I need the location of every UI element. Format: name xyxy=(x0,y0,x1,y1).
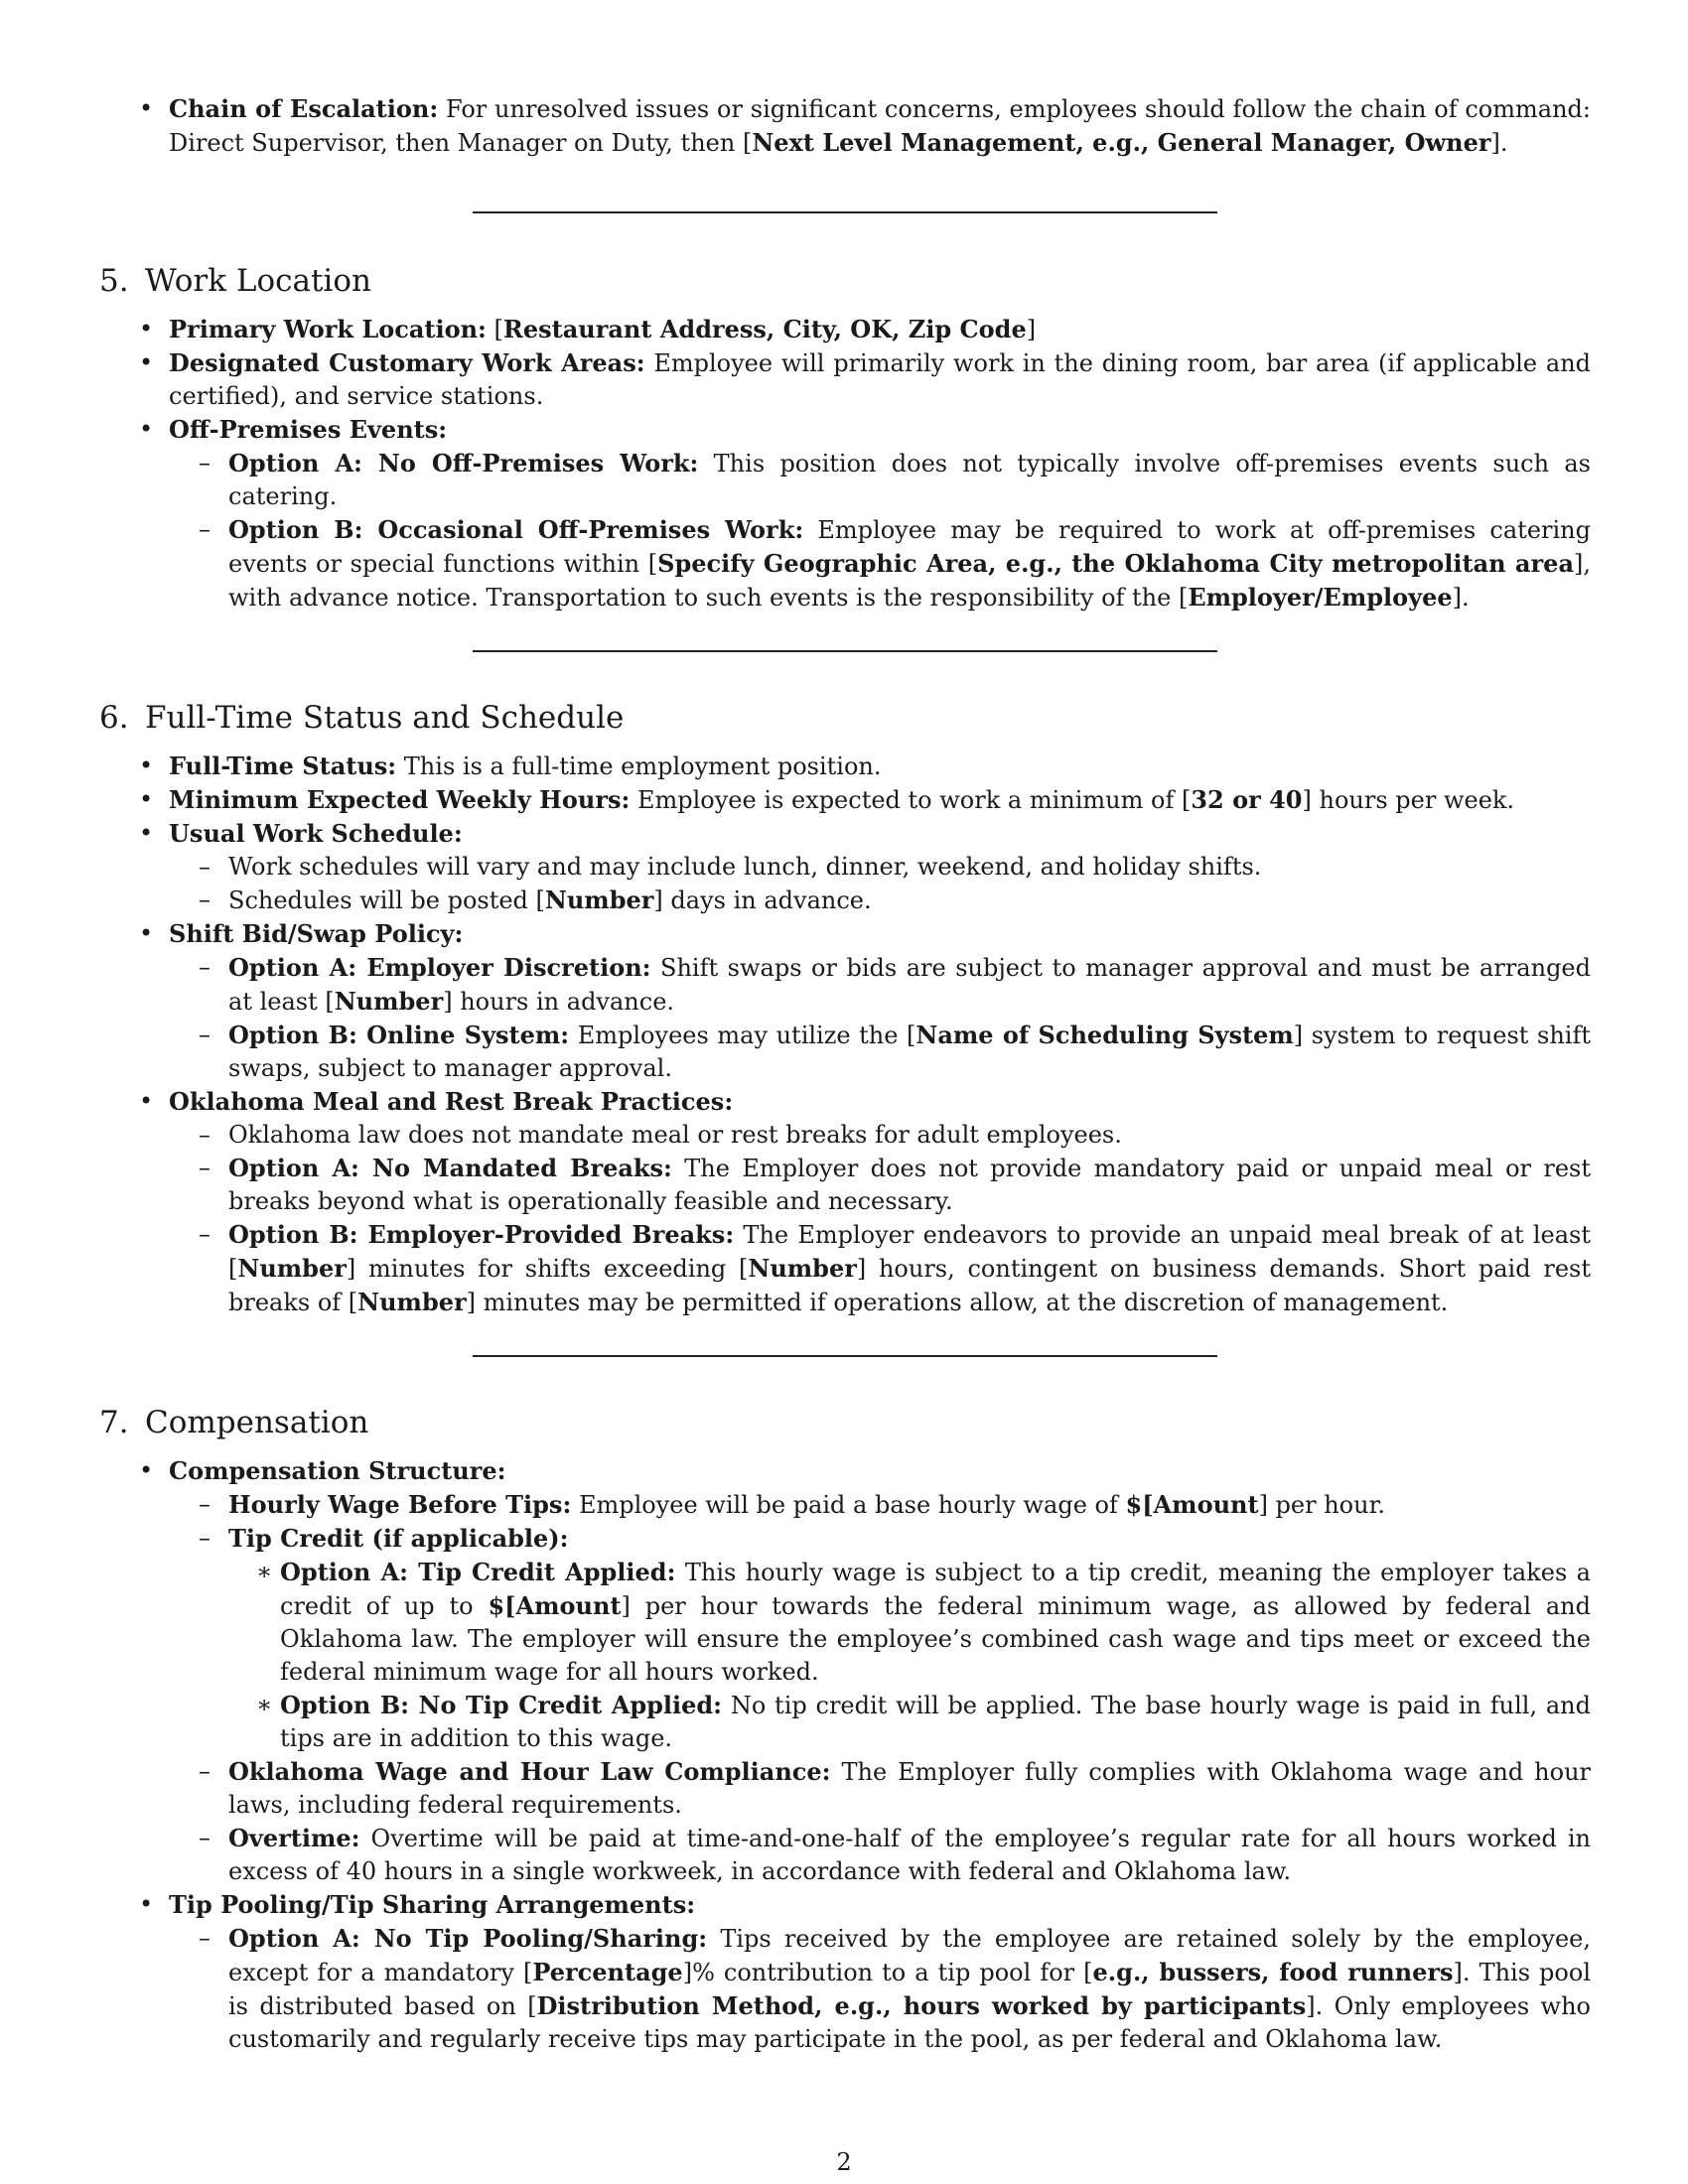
list-item-tip-credit-option-a: ∗ Option A: Tip Credit Applied: This hourly wage is subject to a tip credit, meaning the employer takes a credit of up to $[Amount] per hour towards the federal minimum wage, as allowed by federal and Oklahoma law. The employer will ensure the employee’s combined cash wage and tips meet or exceed the federal minimum wage for all hours worked. xyxy=(256,1558,1591,1686)
list-item-oklahoma-law: – Oklahoma law does not mandate meal or rest breaks for adult employees. xyxy=(199,1121,1122,1149)
list-item-usual-schedule: • Usual Work Schedule: xyxy=(139,819,463,848)
list-item-swap-option-b: – Option B: Online System: Employees may utilize the [Name of Scheduling System] system to request shift swaps, subject to manager approval. xyxy=(199,1021,1592,1082)
list-item-tip-pooling-option-a: – Option A: No Tip Pooling/Sharing: Tips received by the employee are retained solely by the employee, except for a mandatory [Percentage]% contribution to a tip pool for [e.g., bussers, food runners]. This pool is distributed based on [Distribution Method, e.g., hours worked by participants]. Only employees who customarily and regularly receive tips may participate in the pool, as per federal and Oklahoma law. xyxy=(199,1924,1592,2053)
list-item-tip-credit-option-b: ∗ Option B: No Tip Credit Applied: No tip credit will be applied. The base hourly wage is paid in full, and tips are in addition to this wage. xyxy=(256,1691,1591,1752)
list-item-breaks-option-a: – Option A: No Mandated Breaks: The Employer does not provide mandatory paid or unpaid meal or rest breaks beyond what is operationally feasible and necessary. xyxy=(199,1154,1591,1215)
list-item-chain-of-escalation: • Chain of Escalation: For unresolved issues or significant concerns, employees should follow the chain of command: Direct Supervisor, then Manager on Duty, then [Next Level Management, e.g., General Manager, Owner]. xyxy=(139,94,1591,157)
list-item-off-premises-option-b: – Option B: Occasional Off-Premises Work: Employee may be required to work at off-premises catering events or special functions within [Specify Geographic Area, e.g., the Oklahoma City metropolitan area], with advance notice. Transportation to such events is the responsibility of the [Employer/Employee]. xyxy=(199,515,1591,612)
list-item-schedules-posted: – Schedules will be posted [Number] days in advance. xyxy=(199,886,872,914)
list-item-shift-swap: • Shift Bid/Swap Policy: xyxy=(139,919,464,948)
page-number: 2 xyxy=(836,2148,852,2176)
bullet-marker: • xyxy=(139,94,154,122)
list-item-primary-work-location: • Primary Work Location: [Restaurant Address, City, OK, Zip Code] xyxy=(139,315,1037,343)
list-item-weekly-hours: • Minimum Expected Weekly Hours: Employee is expected to work a minimum of [32 or 40] hours per week. xyxy=(139,785,1515,814)
list-item-overtime: – Overtime: Overtime will be paid at time-and-one-half of the employee’s regular rate for all hours worked in excess of 40 hours in a single workweek, in accordance with federal and Oklahoma law. xyxy=(199,1824,1591,1885)
list-item-meal-rest-breaks: • Oklahoma Meal and Rest Break Practices: xyxy=(139,1087,734,1116)
list-item-full-time-status: • Full-Time Status: This is a full-time employment position. xyxy=(139,751,882,780)
section-heading-full-time-status: 6. Full-Time Status and Schedule xyxy=(99,700,625,736)
list-item-hourly-wage: – Hourly Wage Before Tips: Employee will be paid a base hourly wage of $[Amount] per hour. xyxy=(199,1490,1386,1519)
list-item-breaks-option-b: – Option B: Employer-Provided Breaks: The Employer endeavors to provide an unpaid meal break of at least [Number] minutes for shifts exceeding [Number] hours, contingent on business demands. Short paid rest breaks of [Number] minutes may be permitted if operations allow, at the discretion of management. xyxy=(199,1220,1591,1316)
page-content xyxy=(99,92,1591,2056)
section-heading-compensation: 7. Compensation xyxy=(99,1405,369,1440)
list-item-tip-credit: – Tip Credit (if applicable): xyxy=(199,1524,569,1553)
list-item-swap-option-a: – Option A: Employer Discretion: Shift swaps or bids are subject to manager approval and must be arranged at least [Number] hours in advance. xyxy=(199,953,1591,1016)
list-item-schedules-vary: – Work schedules will vary and may include lunch, dinner, weekend, and holiday shifts. xyxy=(199,853,1262,881)
list-item-wage-compliance: – Oklahoma Wage and Hour Law Compliance: The Employer fully complies with Oklahoma wage and hour laws, including federal requirements. xyxy=(199,1757,1591,1819)
list-item-compensation-structure: • Compensation Structure: xyxy=(139,1456,506,1485)
list-item-work-areas: • Designated Customary Work Areas: Employee will primarily work in the dining room, bar area (if applicable and certified), and service stations. xyxy=(139,348,1592,410)
list-item-off-premises-option-a: – Option A: No Off-Premises Work: This position does not typically involve off-premises events such as catering. xyxy=(199,449,1591,510)
list-item-off-premises: • Off-Premises Events: xyxy=(139,415,448,444)
section-heading-work-location: 5. Work Location xyxy=(99,263,371,299)
list-item-tip-pooling: • Tip Pooling/Tip Sharing Arrangements: xyxy=(139,1890,696,1919)
